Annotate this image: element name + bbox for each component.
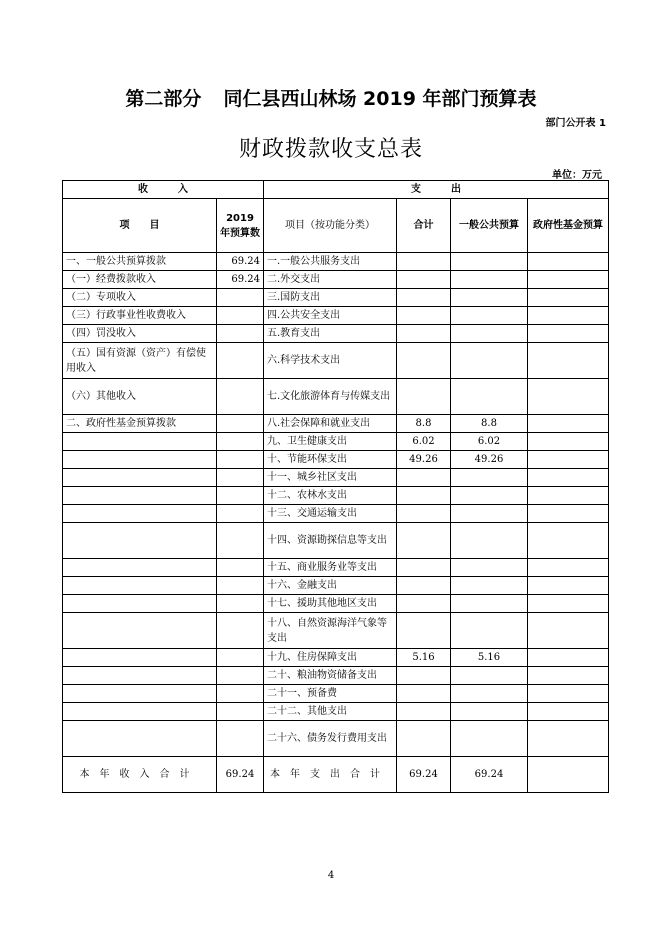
expense-general-cell bbox=[451, 307, 528, 325]
expense-item-cell: 三.国防支出 bbox=[264, 289, 397, 307]
expense-fund-cell bbox=[528, 415, 609, 433]
expense-item-cell: 十一、城乡社区支出 bbox=[264, 469, 397, 487]
budget-table bbox=[62, 180, 609, 793]
income-total-value: 69.24 bbox=[217, 757, 264, 793]
income-item-cell: （一）经费拨款收入 bbox=[63, 271, 217, 289]
expense-item-cell: 十六、金融支出 bbox=[264, 577, 397, 595]
expense-total-cell bbox=[397, 307, 451, 325]
expense-total-cell bbox=[397, 271, 451, 289]
income-value-cell bbox=[217, 667, 264, 685]
expense-fund-cell bbox=[528, 595, 609, 613]
expense-general-cell bbox=[451, 271, 528, 289]
income-item-cell bbox=[63, 685, 217, 703]
budget-title: 同仁县西山林场 2019 年部门预算表 bbox=[223, 88, 537, 110]
expense-fund-cell bbox=[528, 685, 609, 703]
income-item-cell bbox=[63, 523, 217, 559]
table-row bbox=[63, 433, 609, 451]
expense-total-cell: 8.8 bbox=[397, 415, 451, 433]
expense-item-cell: 十四、资源勘探信息等支出 bbox=[264, 523, 397, 559]
table-row bbox=[63, 523, 609, 559]
expense-total-cell bbox=[397, 343, 451, 379]
expense-general-cell bbox=[451, 667, 528, 685]
table-row bbox=[63, 271, 609, 289]
expense-item-cell: 十八、自然资源海洋气象等支出 bbox=[264, 613, 397, 649]
expense-general-cell bbox=[451, 325, 528, 343]
table-row bbox=[63, 703, 609, 721]
expense-item-cell: 六.科学技术支出 bbox=[264, 343, 397, 379]
table-row bbox=[63, 649, 609, 667]
expense-item-cell: 十七、援助其他地区支出 bbox=[264, 595, 397, 613]
expense-total-cell bbox=[397, 577, 451, 595]
income-total-label: 本年收入合计 bbox=[63, 757, 217, 793]
page-number: 4 bbox=[327, 870, 335, 881]
expense-item-cell: 十二、农林水支出 bbox=[264, 487, 397, 505]
col-budget-2019: 2019 年预算数 bbox=[217, 199, 264, 253]
expense-fund-cell bbox=[528, 253, 609, 271]
expense-item-cell: 十九、住房保障支出 bbox=[264, 649, 397, 667]
expense-total-cell: 5.16 bbox=[397, 649, 451, 667]
expense-total-cell bbox=[397, 685, 451, 703]
table-row bbox=[63, 469, 609, 487]
expense-item-cell: 二.外交支出 bbox=[264, 271, 397, 289]
income-item-cell: 一、一般公共预算拨款 bbox=[63, 253, 217, 271]
income-item-cell bbox=[63, 721, 217, 757]
expense-fund-cell bbox=[528, 577, 609, 595]
table-row bbox=[63, 667, 609, 685]
expense-total-cell bbox=[397, 559, 451, 577]
table-row bbox=[63, 451, 609, 469]
expense-fund-cell bbox=[528, 721, 609, 757]
expense-total-cell bbox=[397, 487, 451, 505]
income-item-cell bbox=[63, 433, 217, 451]
income-value-cell bbox=[217, 721, 264, 757]
expense-fund-cell bbox=[528, 271, 609, 289]
form-tag: 部门公开表 1 bbox=[545, 118, 606, 129]
table-row bbox=[63, 559, 609, 577]
expense-item-cell: 二十一、预备费 bbox=[264, 685, 397, 703]
income-value-cell bbox=[217, 379, 264, 415]
income-item-cell bbox=[63, 469, 217, 487]
expense-header: 支 出 bbox=[264, 181, 609, 199]
expense-fund-cell bbox=[528, 307, 609, 325]
expense-fund-cell bbox=[528, 379, 609, 415]
expense-fund-cell bbox=[528, 289, 609, 307]
col-total: 合计 bbox=[397, 199, 451, 253]
income-value-cell bbox=[217, 307, 264, 325]
expense-fund-cell bbox=[528, 325, 609, 343]
expense-total-cell bbox=[397, 613, 451, 649]
expense-total-cell bbox=[397, 703, 451, 721]
expense-item-cell: 十三、交通运输支出 bbox=[264, 505, 397, 523]
expense-general-cell bbox=[451, 595, 528, 613]
unit-label: 单位：万元 bbox=[552, 170, 602, 181]
expense-general-cell bbox=[451, 613, 528, 649]
table-row bbox=[63, 379, 609, 415]
expense-fund-cell bbox=[528, 487, 609, 505]
expense-total-cell bbox=[397, 721, 451, 757]
expense-fund-cell bbox=[528, 451, 609, 469]
income-item-cell bbox=[63, 559, 217, 577]
col-gov-fund-budget: 政府性基金预算 bbox=[528, 199, 609, 253]
part-label: 第二部分 bbox=[125, 88, 202, 110]
expense-total-cell bbox=[397, 325, 451, 343]
income-item-cell: 二、政府性基金预算拨款 bbox=[63, 415, 217, 433]
table-row bbox=[63, 307, 609, 325]
income-value-cell: 69.24 bbox=[217, 271, 264, 289]
table-row bbox=[63, 325, 609, 343]
expense-total-cell bbox=[397, 289, 451, 307]
expense-fund-cell bbox=[528, 667, 609, 685]
income-item-cell: （六）其他收入 bbox=[63, 379, 217, 415]
expense-total-cell bbox=[397, 595, 451, 613]
income-item-cell bbox=[63, 649, 217, 667]
expense-total-cell bbox=[397, 523, 451, 559]
income-item-cell bbox=[63, 505, 217, 523]
expense-fund-cell bbox=[528, 523, 609, 559]
expense-fund-cell bbox=[528, 613, 609, 649]
income-item-cell: （二）专项收入 bbox=[63, 289, 217, 307]
income-item-cell bbox=[63, 703, 217, 721]
expense-general-cell bbox=[451, 685, 528, 703]
expense-fund-cell bbox=[528, 559, 609, 577]
income-value-cell bbox=[217, 649, 264, 667]
income-value-cell: 69.24 bbox=[217, 253, 264, 271]
expense-general-cell bbox=[451, 523, 528, 559]
expense-item-cell: 五.教育支出 bbox=[264, 325, 397, 343]
income-value-cell bbox=[217, 577, 264, 595]
expense-general-cell bbox=[451, 343, 528, 379]
expense-general-cell bbox=[451, 505, 528, 523]
expense-item-cell: 七.文化旅游体育与传媒支出 bbox=[264, 379, 397, 415]
income-value-cell bbox=[217, 343, 264, 379]
expense-item-cell: 九、卫生健康支出 bbox=[264, 433, 397, 451]
col-func-item: 项目（按功能分类） bbox=[264, 199, 397, 253]
expense-item-cell: 二十六、债务发行费用支出 bbox=[264, 721, 397, 757]
income-value-cell bbox=[217, 451, 264, 469]
expense-general-cell: 8.8 bbox=[451, 415, 528, 433]
expense-total-cell: 6.02 bbox=[397, 433, 451, 451]
table-row bbox=[63, 487, 609, 505]
expense-general-value: 69.24 bbox=[451, 757, 528, 793]
income-item-cell bbox=[63, 613, 217, 649]
income-item-cell bbox=[63, 451, 217, 469]
income-item-cell bbox=[63, 487, 217, 505]
expense-general-cell bbox=[451, 703, 528, 721]
expense-total-cell bbox=[397, 253, 451, 271]
income-value-cell bbox=[217, 523, 264, 559]
table-row bbox=[63, 613, 609, 649]
table-row bbox=[63, 721, 609, 757]
expense-fund-cell bbox=[528, 343, 609, 379]
income-item-cell: （五）国有资源（资产）有偿使用收入 bbox=[63, 343, 217, 379]
expense-general-cell bbox=[451, 721, 528, 757]
col-item: 项 目 bbox=[63, 199, 217, 253]
expense-fund-value bbox=[528, 757, 609, 793]
expense-item-cell: 八.社会保障和就业支出 bbox=[264, 415, 397, 433]
expense-general-cell bbox=[451, 469, 528, 487]
income-value-cell bbox=[217, 433, 264, 451]
expense-fund-cell bbox=[528, 469, 609, 487]
income-item-cell: （四）罚没收入 bbox=[63, 325, 217, 343]
income-value-cell bbox=[217, 505, 264, 523]
income-header: 收 入 bbox=[63, 181, 264, 199]
table-row bbox=[63, 289, 609, 307]
expense-general-cell bbox=[451, 559, 528, 577]
income-item-cell bbox=[63, 577, 217, 595]
table-row bbox=[63, 595, 609, 613]
income-value-cell bbox=[217, 595, 264, 613]
expense-total-value: 69.24 bbox=[397, 757, 451, 793]
col-general-budget: 一般公共预算 bbox=[451, 199, 528, 253]
expense-fund-cell bbox=[528, 433, 609, 451]
expense-item-cell: 二十二、其他支出 bbox=[264, 703, 397, 721]
table-row bbox=[63, 253, 609, 271]
income-value-cell bbox=[217, 325, 264, 343]
expense-general-cell bbox=[451, 379, 528, 415]
expense-general-cell: 6.02 bbox=[451, 433, 528, 451]
income-value-cell bbox=[217, 559, 264, 577]
expense-item-cell: 一.一般公共服务支出 bbox=[264, 253, 397, 271]
expense-total-label: 本年支出合计 bbox=[264, 757, 397, 793]
table-row bbox=[63, 685, 609, 703]
income-value-cell bbox=[217, 415, 264, 433]
expense-total-cell: 49.26 bbox=[397, 451, 451, 469]
table-row bbox=[63, 505, 609, 523]
expense-general-cell bbox=[451, 577, 528, 595]
expense-total-cell bbox=[397, 505, 451, 523]
income-item-cell: （三）行政事业性收费收入 bbox=[63, 307, 217, 325]
income-value-cell bbox=[217, 703, 264, 721]
expense-fund-cell bbox=[528, 505, 609, 523]
expense-fund-cell bbox=[528, 649, 609, 667]
table-row bbox=[63, 415, 609, 433]
expense-total-cell bbox=[397, 469, 451, 487]
table-row bbox=[63, 577, 609, 595]
income-value-cell bbox=[217, 289, 264, 307]
income-value-cell bbox=[217, 613, 264, 649]
expense-item-cell: 十五、商业服务业等支出 bbox=[264, 559, 397, 577]
expense-fund-cell bbox=[528, 703, 609, 721]
expense-total-cell bbox=[397, 379, 451, 415]
expense-general-cell bbox=[451, 289, 528, 307]
expense-item-cell: 十、节能环保支出 bbox=[264, 451, 397, 469]
expense-general-cell bbox=[451, 253, 528, 271]
expense-general-cell: 5.16 bbox=[451, 649, 528, 667]
table-row bbox=[63, 343, 609, 379]
table-title: 财政拨款收支总表 bbox=[238, 137, 423, 162]
income-value-cell bbox=[217, 487, 264, 505]
expense-item-cell: 四.公共安全支出 bbox=[264, 307, 397, 325]
page-title bbox=[0, 84, 662, 111]
expense-general-cell: 49.26 bbox=[451, 451, 528, 469]
income-item-cell bbox=[63, 595, 217, 613]
expense-item-cell: 二十、粮油物资储备支出 bbox=[264, 667, 397, 685]
income-value-cell bbox=[217, 685, 264, 703]
expense-total-cell bbox=[397, 667, 451, 685]
income-value-cell bbox=[217, 469, 264, 487]
expense-general-cell bbox=[451, 487, 528, 505]
income-item-cell bbox=[63, 667, 217, 685]
